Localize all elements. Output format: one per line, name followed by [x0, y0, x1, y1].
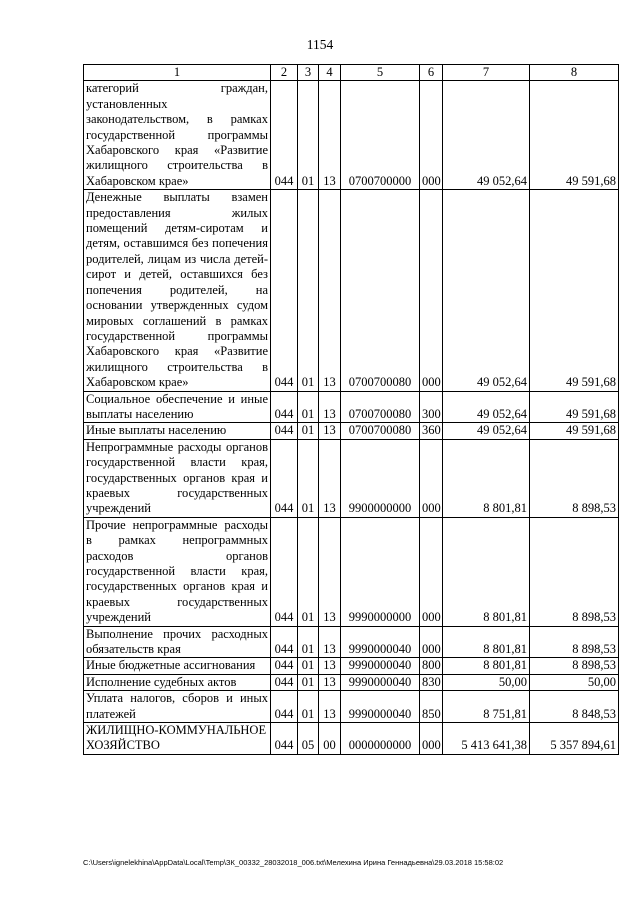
section-code: 01: [298, 391, 319, 423]
amount-col8: 8 898,53: [530, 658, 619, 674]
file-path-footer: C:\Users\ignelekhina\AppData\Local\Temp\ЗК_00332_28032018_006.txt\Мелехина Ирина Геннадьевна\29.03.2018 15:58:02: [83, 858, 504, 867]
table-row: [84, 81, 619, 190]
ministry-code: 044: [271, 658, 298, 674]
expense-type-code: 000: [420, 723, 443, 755]
ministry-code: 044: [271, 517, 298, 626]
expense-type-code: 000: [420, 190, 443, 391]
ministry-code: 044: [271, 423, 298, 439]
table-row: [84, 423, 619, 439]
subsection-code: 13: [319, 674, 341, 690]
row-description: Социальное обеспечение и иные выплаты населению: [84, 391, 271, 423]
target-article-code: 0700700080: [341, 423, 420, 439]
amount-col7: 8 801,81: [443, 439, 530, 517]
subsection-code: 13: [319, 423, 341, 439]
section-code: 01: [298, 190, 319, 391]
section-code: 01: [298, 81, 319, 190]
table-row: [84, 517, 619, 626]
subsection-code: 13: [319, 691, 341, 723]
table-row: [84, 691, 619, 723]
target-article-code: 9990000040: [341, 626, 420, 658]
target-article-code: 0700700080: [341, 391, 420, 423]
target-article-code: 0700700000: [341, 81, 420, 190]
table-row: [84, 674, 619, 690]
expense-type-code: 000: [420, 439, 443, 517]
expense-type-code: 830: [420, 674, 443, 690]
ministry-code: 044: [271, 190, 298, 391]
subsection-code: 13: [319, 439, 341, 517]
ministry-code: 044: [271, 674, 298, 690]
amount-col8: 8 848,53: [530, 691, 619, 723]
expense-type-code: 000: [420, 626, 443, 658]
ministry-code: 044: [271, 81, 298, 190]
amount-col8: 49 591,68: [530, 423, 619, 439]
subsection-code: 00: [319, 723, 341, 755]
col-header-3: 3: [298, 65, 319, 81]
ministry-code: 044: [271, 391, 298, 423]
table-row: [84, 626, 619, 658]
row-description: ЖИЛИЩНО-КОММУНАЛЬНОЕ ХОЗЯЙСТВО: [84, 723, 271, 755]
row-description: Непрограммные расходы органов государственной власти края, государственных органов края и краевых государственных учреждений: [84, 439, 271, 517]
table-row: [84, 439, 619, 517]
expense-type-code: 000: [420, 81, 443, 190]
subsection-code: 13: [319, 658, 341, 674]
amount-col8: 8 898,53: [530, 439, 619, 517]
target-article-code: 9990000000: [341, 517, 420, 626]
subsection-code: 13: [319, 190, 341, 391]
section-code: 05: [298, 723, 319, 755]
section-code: 01: [298, 517, 319, 626]
col-header-1: 1: [84, 65, 271, 81]
amount-col7: 49 052,64: [443, 190, 530, 391]
target-article-code: 9990000040: [341, 658, 420, 674]
expense-type-code: 850: [420, 691, 443, 723]
target-article-code: 0000000000: [341, 723, 420, 755]
row-description: Иные бюджетные ассигнования: [84, 658, 271, 674]
ministry-code: 044: [271, 439, 298, 517]
expense-type-code: 360: [420, 423, 443, 439]
budget-table: [83, 64, 619, 755]
col-header-7: 7: [443, 65, 530, 81]
subsection-code: 13: [319, 626, 341, 658]
target-article-code: 9990000040: [341, 674, 420, 690]
ministry-code: 044: [271, 691, 298, 723]
amount-col8: 8 898,53: [530, 626, 619, 658]
col-header-5: 5: [341, 65, 420, 81]
header-row: [84, 65, 619, 81]
row-description: категорий граждан, установленных законодательством, в рамках государственной программы Хабаровского края «Развитие жилищного строительства в Хабаровском крае»: [84, 81, 271, 190]
table-row: [84, 723, 619, 755]
page-number: 1154: [306, 37, 334, 52]
ministry-code: 044: [271, 723, 298, 755]
amount-col8: 49 591,68: [530, 81, 619, 190]
amount-col8: 8 898,53: [530, 517, 619, 626]
col-header-2: 2: [271, 65, 298, 81]
amount-col7: 8 801,81: [443, 626, 530, 658]
table-row: [84, 658, 619, 674]
expense-type-code: 000: [420, 517, 443, 626]
target-article-code: 9990000040: [341, 691, 420, 723]
subsection-code: 13: [319, 391, 341, 423]
amount-col7: 49 052,64: [443, 391, 530, 423]
subsection-code: 13: [319, 81, 341, 190]
amount-col7: 50,00: [443, 674, 530, 690]
section-code: 01: [298, 691, 319, 723]
ministry-code: 044: [271, 626, 298, 658]
col-header-8: 8: [530, 65, 619, 81]
section-code: 01: [298, 423, 319, 439]
row-description: Иные выплаты населению: [84, 423, 271, 439]
amount-col7: 49 052,64: [443, 81, 530, 190]
amount-col8: 5 357 894,61: [530, 723, 619, 755]
amount-col7: 8 801,81: [443, 517, 530, 626]
row-description: Выполнение прочих расходных обязательств края: [84, 626, 271, 658]
col-header-6: 6: [420, 65, 443, 81]
expense-type-code: 800: [420, 658, 443, 674]
amount-col8: 50,00: [530, 674, 619, 690]
target-article-code: 9900000000: [341, 439, 420, 517]
amount-col8: 49 591,68: [530, 391, 619, 423]
amount-col8: 49 591,68: [530, 190, 619, 391]
section-code: 01: [298, 626, 319, 658]
section-code: 01: [298, 674, 319, 690]
amount-col7: 8 801,81: [443, 658, 530, 674]
col-header-4: 4: [319, 65, 341, 81]
row-description: Исполнение судебных актов: [84, 674, 271, 690]
row-description: Прочие непрограммные расходы в рамках непрограммных расходов органов государственной власти края, государственных органов края и краевых государственных учреждений: [84, 517, 271, 626]
table-row: [84, 391, 619, 423]
amount-col7: 5 413 641,38: [443, 723, 530, 755]
amount-col7: 8 751,81: [443, 691, 530, 723]
table-row: [84, 190, 619, 391]
expense-type-code: 300: [420, 391, 443, 423]
amount-col7: 49 052,64: [443, 423, 530, 439]
row-description: Уплата налогов, сборов и иных платежей: [84, 691, 271, 723]
row-description: Денежные выплаты взамен предоставления жилых помещений детям-сиротам и детям, оставшимся без попечения родителей, лицам из числа детей-сирот и детей, оставшихся без попечения родителей, на основании утвержденных судом мировых соглашений в рамках государственной программы Хабаровского края «Развитие жилищного строительства в Хабаровском крае»: [84, 190, 271, 391]
section-code: 01: [298, 439, 319, 517]
target-article-code: 0700700080: [341, 190, 420, 391]
subsection-code: 13: [319, 517, 341, 626]
section-code: 01: [298, 658, 319, 674]
